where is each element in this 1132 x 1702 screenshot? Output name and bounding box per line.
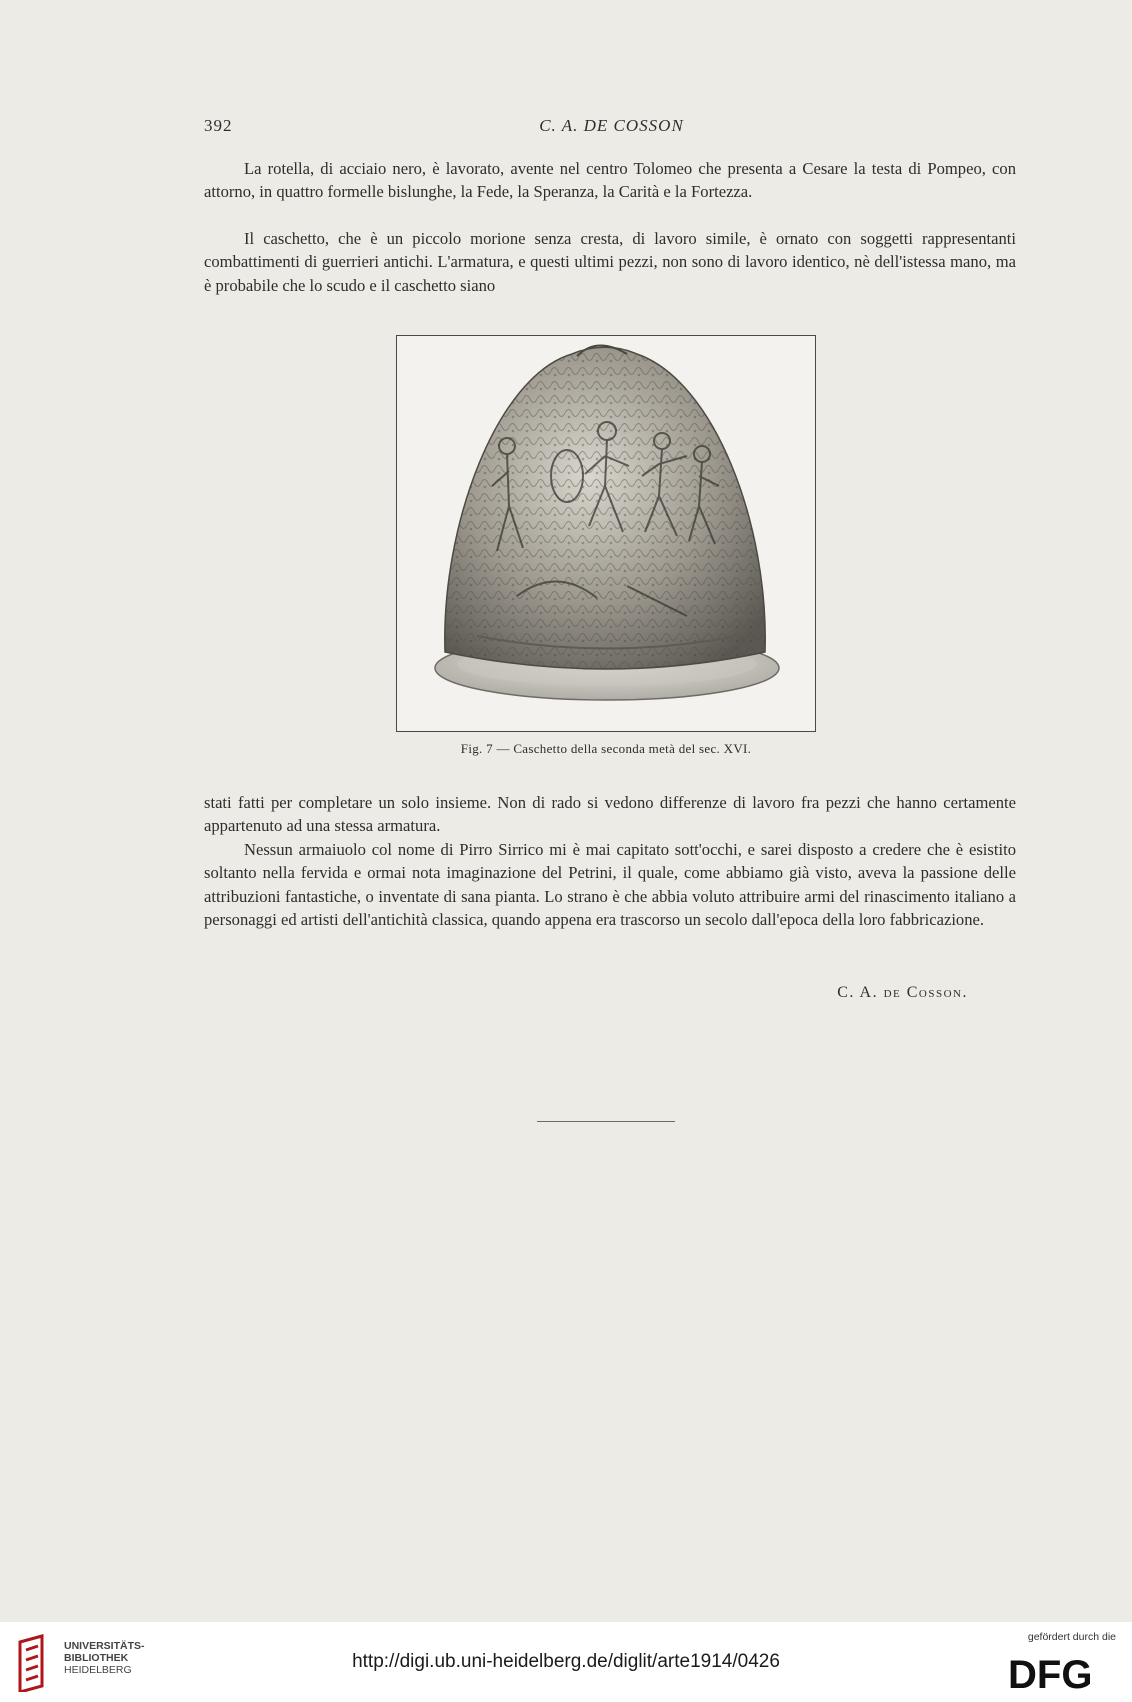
- paragraph-caschetto: Il caschetto, che è un piccolo morione senza cresta, di lavoro simile, è ornato con soggetti rappresentanti combattimenti di guerrieri antichi. L'armatura, e questi ultimi pezzi, non sono di lavoro identico, nè dell'istessa mano, ma è probabile che lo scudo e il caschetto siano: [204, 229, 1016, 295]
- figure-helmet-photo: [396, 335, 816, 732]
- figure-caption: Fig. 7 — Caschetto della seconda metà del sec. XVI.: [460, 741, 752, 756]
- running-title: C. A. DE COSSON: [539, 116, 684, 135]
- paragraph-nessun-armaiuolo: Nessun armaiuolo col nome di Pirro Sirrico mi è mai capitato sott'occhi, e sarei disposto a credere che è esistito soltanto nella fervida e ormai nota imaginazione del Petrini, il quale, come abbiamo già visto, aveva la passione delle attribuzioni fantastiche, o inventate di sana pianta. Lo strano è che abbia voluto attribuire armi del rinascimento italiano a personaggi ed artisti dell'antichità classica, quando appena era trascorso un secolo dall'epoca della loro fabbricazione.: [204, 840, 1016, 929]
- running-header: [204, 116, 1019, 138]
- library-line-1: UNIVERSITÄTS-: [64, 1640, 145, 1652]
- source-url-link[interactable]: http://digi.ub.uni-heidelberg.de/diglit/arte1914/0426: [352, 1651, 780, 1672]
- funding-label: gefördert durch die: [1027, 1631, 1116, 1643]
- closing-rule: [537, 1121, 675, 1122]
- library-line-2: BIBLIOTHEK: [64, 1652, 129, 1664]
- digitization-footer: [0, 1622, 1132, 1702]
- author-signature: C. A. de Cosson.: [837, 984, 968, 1001]
- dfg-logo-icon: [1008, 1650, 1118, 1694]
- svg-text:DFG: DFG: [1008, 1653, 1093, 1694]
- library-line-3: HEIDELBERG: [64, 1664, 132, 1676]
- paragraph-rotella: La rotella, di acciaio nero, è lavorato, avente nel centro Tolomeo che presenta a Cesare la testa di Pompeo, con attorno, in quattro formelle bislunghe, la Fede, la Speranza, la Carità e la Fortezza.: [204, 159, 1016, 202]
- page-number: 392: [204, 116, 233, 135]
- paragraph-stati-fatti: stati fatti per completare un solo insieme. Non di rado si vedono differenze di lavoro fra pezzi che hanno certamente appartenuto ad una stessa armatura.: [204, 793, 1016, 836]
- helmet-illustration: [397, 336, 814, 730]
